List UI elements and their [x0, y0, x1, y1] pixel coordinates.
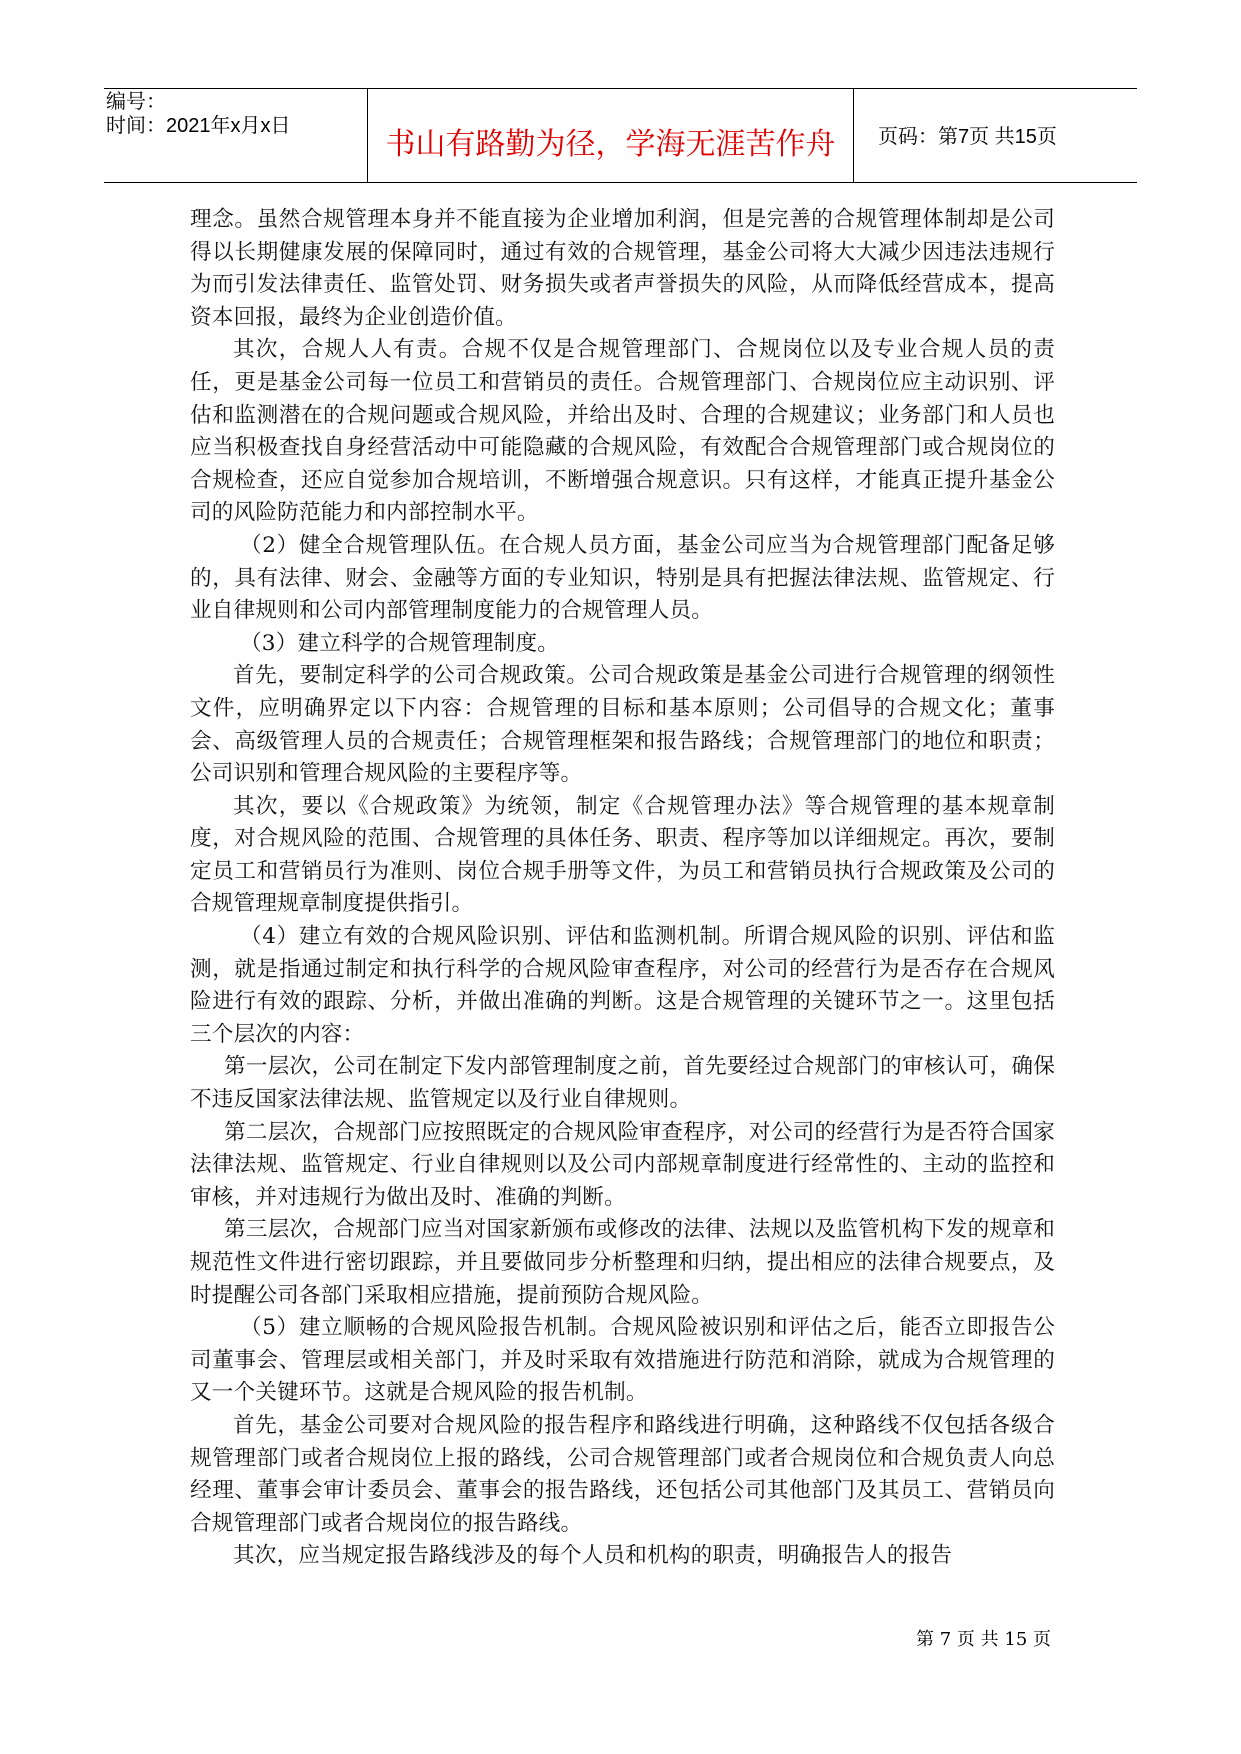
document-number-label: 编号：: [106, 91, 166, 113]
page-footer: 第 7 页 共 15 页: [916, 1629, 1051, 1650]
paragraph: 第三层次，合规部门应当对国家新颁布或修改的法律、法规以及监管机构下发的规章和规范性文件进行密切跟踪，并且要做同步分析整理和归纳，提出相应的法律合规要点，及时提醒公司各部门采取相应措施，提前预防合规风险。: [190, 1217, 1055, 1308]
page-header: [104, 88, 1137, 183]
paragraph: 其次，合规人人有责。合规不仅是合规管理部门、合规岗位以及专业合规人员的责任，更是基金公司每一位员工和营销员的责任。合规管理部门、合规岗位应主动识别、评估和监测潜在的合规问题或合规风险，并给出及时、合理的合规建议；业务部门和人员也应当积极查找自身经营活动中可能隐藏的合规风险，有效配合合规管理部门或合规岗位的合规检查，还应自觉参加合规培训，不断增强合规意识。只有这样，才能真正提升基金公司的风险防范能力和内部控制水平。: [190, 337, 1055, 526]
paragraph: （2）健全合规管理队伍。在合规人员方面，基金公司应当为合规管理部门配备足够的，具有法律、财会、金融等方面的专业知识，特别是具有把握法律法规、监管规定、行业自律规则和公司内部管理制度能力的合规管理人员。: [190, 532, 1055, 624]
paragraph: （5）建立顺畅的合规风险报告机制。合规风险被识别和评估之后，能否立即报告公司董事会、管理层或相关部门，并及时采取有效措施进行防范和消除，就成为合规管理的又一个关键环节。这就是合规风险的报告机制。: [190, 1315, 1055, 1406]
paragraph: 第二层次，合规部门应按照既定的合规风险审查程序，对公司的经营行为是否符合国家法律法规、监管规定、行业自律规则以及公司内部规章制度进行经常性的、主动的监控和审核，并对违规行为做出及时、准确的判断。: [190, 1119, 1055, 1210]
paragraph: 首先，要制定科学的公司合规政策。公司合规政策是基金公司进行合规管理的纲领性文件，应明确界定以下内容：合规管理的目标和基本原则；公司倡导的合规文化；董事会、高级管理人员的合规责任；合规管理框架和报告路线；合规管理部门的地位和职责；公司识别和管理合规风险的主要程序等。: [190, 663, 1055, 787]
header-left-cell: [104, 89, 367, 182]
paragraph: （4）建立有效的合规风险识别、评估和监测机制。所谓合规风险的识别、评估和监测，就是指通过制定和执行科学的合规风险审查程序，对公司的经营行为是否存在合规风险进行有效的跟踪、分析，并做出准确的判断。这是合规管理的关键环节之一。这里包括三个层次的内容：: [190, 924, 1055, 1047]
document-body: [190, 204, 1055, 1573]
document-time-label: 时间：2021年x月x日: [106, 115, 291, 137]
header-motto: 书山有路勤为径，学海无涯苦作舟: [385, 127, 836, 162]
paragraph: 理念。虽然合规管理本身并不能直接为企业增加利润，但是完善的合规管理体制却是公司得以长期健康发展的保障同时，通过有效的合规管理，基金公司将大大减少因违法违规行为而引发法律责任、监管处罚、财务损失或者声誉损失的风险，从而降低经营成本，提高资本回报，最终为企业创造价值。: [190, 207, 1055, 330]
header-middle-cell: [367, 89, 854, 182]
paragraph: 首先，基金公司要对合规风险的报告程序和路线进行明确，这种路线不仅包括各级合规管理部门或者合规岗位上报的路线，公司合规管理部门或者合规岗位和合规负责人向总经理、董事会审计委员会、董事会的报告路线，还包括公司其他部门及其员工、营销员向合规管理部门或者合规岗位的报告路线。: [190, 1412, 1055, 1536]
paragraph: 第一层次，公司在制定下发内部管理制度之前，首先要经过合规部门的审核认可，确保不违反国家法律法规、监管规定以及行业自律规则。: [190, 1054, 1055, 1113]
paragraph: （3）建立科学的合规管理制度。: [240, 630, 560, 656]
header-right-cell: [854, 89, 1137, 182]
header-page-info: 页码：第7页 共15页: [878, 126, 1057, 148]
paragraph: 其次，应当规定报告路线涉及的每个人员和机构的职责，明确报告人的报告: [233, 1543, 953, 1569]
paragraph: 其次，要以《合规政策》为统领，制定《合规管理办法》等合规管理的基本规章制度，对合规风险的范围、合规管理的具体任务、职责、程序等加以详细规定。再次，要制定员工和营销员行为准则、岗位合规手册等文件，为员工和营销员执行合规政策及公司的合规管理规章制度提供指引。: [190, 793, 1055, 917]
